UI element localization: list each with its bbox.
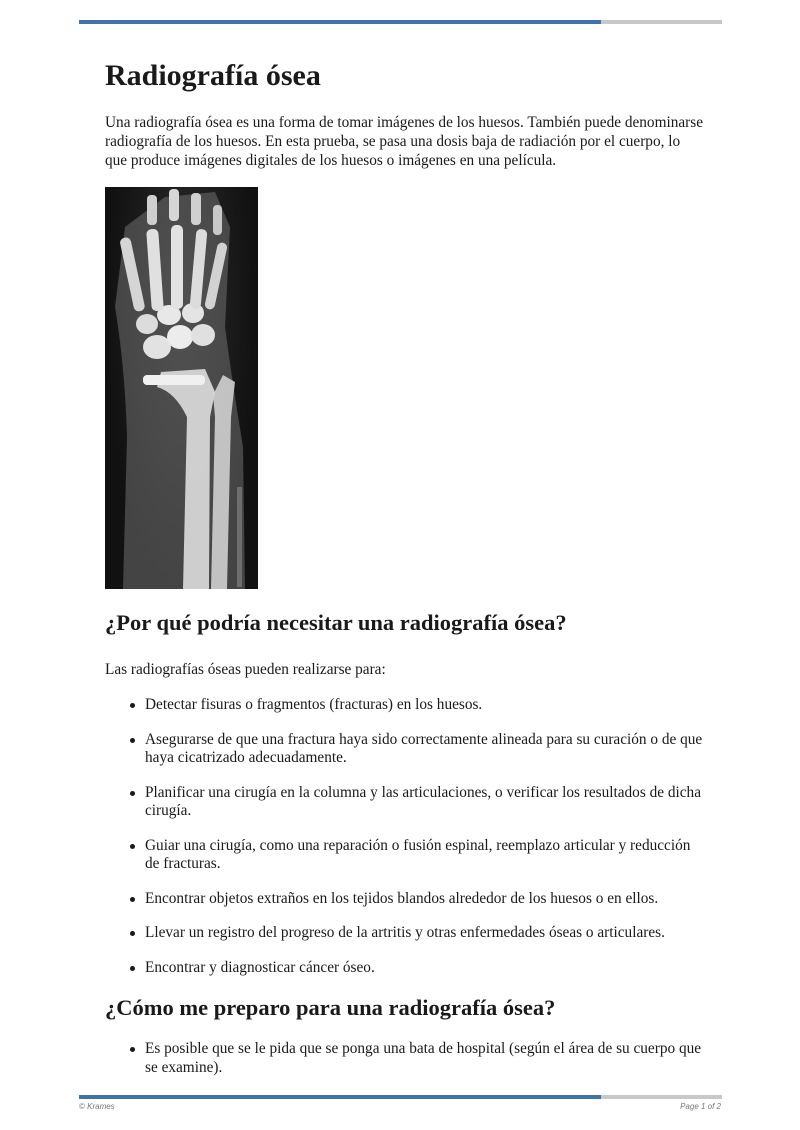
- bottom-rule: [79, 1095, 722, 1099]
- footer-copyright: © Krames: [79, 1102, 115, 1111]
- page-title: Radiografía ósea: [105, 59, 321, 92]
- list-item: Encontrar objetos extraños en los tejidos blandos alrededor de los huesos o en ellos.: [145, 890, 705, 909]
- article: [105, 56, 705, 1093]
- intro-paragraph: Una radiografía ósea es una forma de tomar imágenes de los huesos. También puede denominarse radiografía de los huesos. En esta prueba, se pasa una dosis baja de radiación por el cuerpo, lo que produce imágenes digitales de los huesos o imágenes en una película.: [105, 114, 703, 169]
- wrist-xray-image: [105, 187, 258, 589]
- top-rule: [79, 20, 722, 24]
- prepare-list: [105, 1040, 705, 1077]
- list-item: Es posible que se le pida que se ponga una bata de hospital (según el área de su cuerpo que se examine).: [145, 1040, 705, 1077]
- section-heading-prepare: ¿Cómo me preparo para una radiografía ósea?: [105, 995, 556, 1020]
- list-item: Asegurarse de que una fractura haya sido correctamente alineada para su curación o de que haya cicatrizado adecuadamente.: [145, 731, 705, 768]
- list-item: Encontrar y diagnosticar cáncer óseo.: [145, 959, 705, 978]
- reasons-list: [105, 696, 705, 977]
- section-heading-why: ¿Por qué podría necesitar una radiografía ósea?: [105, 610, 567, 635]
- list-item: Detectar fisuras o fragmentos (fracturas) en los huesos.: [145, 696, 705, 715]
- list-item: Llevar un registro del progreso de la artritis y otras enfermedades óseas o articulares.: [145, 924, 705, 943]
- section-lead: Las radiografías óseas pueden realizarse para:: [105, 661, 386, 678]
- list-item: Guiar una cirugía, como una reparación o fusión espinal, reemplazo articular y reducción de fracturas.: [145, 837, 705, 874]
- footer-page-number: Page 1 of 2: [680, 1102, 721, 1111]
- list-item: Planificar una cirugía en la columna y las articulaciones, o verificar los resultados de dicha cirugía.: [145, 784, 705, 821]
